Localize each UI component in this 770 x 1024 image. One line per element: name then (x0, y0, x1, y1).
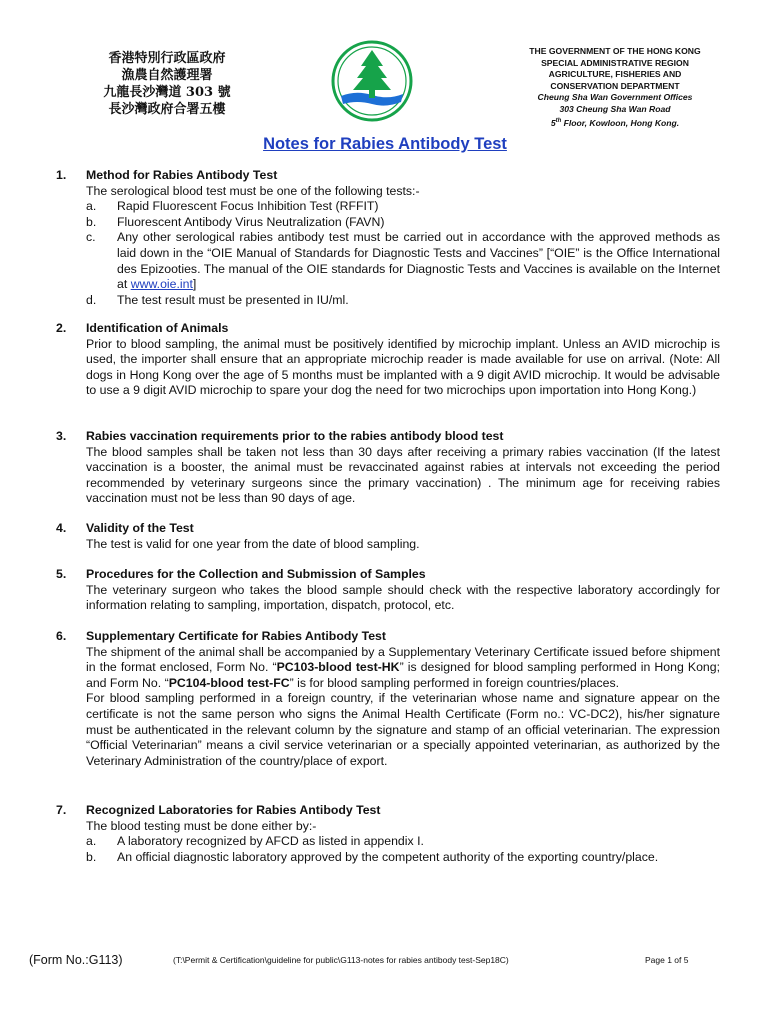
english-line: SPECIAL ADMINISTRATIVE REGION (541, 57, 689, 68)
english-line: CONSERVATION DEPARTMENT (550, 80, 680, 91)
section-number: 6. (56, 629, 67, 643)
english-address (505, 46, 725, 129)
section-validity (56, 521, 720, 552)
item-text: Fluorescent Antibody Virus Neutralization (FAVN) (117, 214, 385, 229)
section-body: Prior to blood sampling, the animal must be positively identified by microchip implant. Unless an AVID microchip is used, the importer shall ensure that an appropriate microchip reader is made available for use on arrival. (Note: All dogs in Hong Kong over the age of 5 months must be implanted with a 9 digit AVID microchip. It would be advisable to use a 9 digit AVID microchip to spare your dog the need for two microchips upon importation into Hong Kong.) (86, 336, 720, 398)
item-marker: a. (86, 834, 97, 849)
item-marker: b. (86, 214, 97, 229)
section-body: The blood samples shall be taken not less than 30 days after receiving a primary rabies vaccination (If the latest vaccination is a booster, the animal must be revaccinated against rabies at intervals not exceeding the period recommended by veterinary surgeons since the primary vaccination) . The minimum age for receiving rabies vaccination must not be less than 90 days of age. (86, 444, 720, 506)
section-vaccination (56, 429, 720, 507)
section-paragraph: For blood sampling performed in a foreign country, if the veterinarian whose name and signature appear on the certificate is not the same person who signs the Animal Health Certificate (Form no.: VC-DC2), his/her signature must be authenticated in the relevant column by the signature and stamp of an official veterinarian. The expression “Official Veterinarian” means a civil service veterinarian or a specially appointed veterinarian, as authorized by the Veterinary Administration of the country/place of export. (86, 691, 720, 768)
section-number: 1. (56, 168, 67, 182)
item-marker: d. (86, 292, 97, 307)
section-paragraph (86, 645, 720, 692)
form-code: PC104-blood test-FC (168, 675, 290, 690)
chinese-line: 香港特別行政區政府 (108, 51, 226, 66)
afcd-logo-icon (331, 40, 413, 122)
section-heading: Method for Rabies Antibody Test (86, 168, 278, 182)
chinese-address (92, 50, 242, 118)
floor-line (505, 116, 725, 129)
list-item (86, 215, 720, 231)
item-marker: c. (86, 230, 96, 245)
text-run: ” is designed for blood sampling performed in Hong Kong; and Form No. “ (86, 660, 721, 690)
section-number: 3. (56, 429, 67, 443)
chinese-line: 長沙灣政府合署五樓 (108, 102, 226, 117)
list-item (86, 850, 720, 866)
section-body: The test is valid for one year from the date of blood sampling. (86, 536, 420, 551)
section-laboratories (56, 803, 720, 865)
section-intro: The blood testing must be done either by:- (86, 818, 317, 833)
item-text: The test result must be presented in IU/ml. (117, 292, 349, 307)
chinese-line: 漁農自然護理署 (121, 68, 213, 83)
page-number: Page 1 of 5 (645, 955, 689, 965)
section-procedures (56, 567, 720, 614)
section-heading: Identification of Animals (86, 321, 229, 335)
page-title: Notes for Rabies Antibody Test (263, 135, 507, 153)
section-identification (56, 321, 720, 399)
list-item (86, 293, 720, 309)
section-heading: Validity of the Test (86, 521, 194, 535)
section-body: The veterinary surgeon who takes the blood sample should check with the respective laboratory accordingly for information relating to sampling, importation, dispatch, protocol, etc. (86, 582, 720, 613)
item-marker: b. (86, 849, 97, 864)
form-code: PC103-blood test-HK (276, 660, 400, 675)
section-heading: Recognized Laboratories for Rabies Antibody Test (86, 803, 381, 817)
item-text: An official diagnostic laboratory approved by the competent authority of the exporting country/place. (117, 849, 659, 864)
english-line: THE GOVERNMENT OF THE HONG KONG (529, 46, 701, 56)
file-path: (T:\Permit & Certification\guideline for public\G113-notes for rabies antibody test-Sep18C) (173, 955, 509, 965)
item-text: A laboratory recognized by AFCD as listed in appendix I. (117, 834, 424, 849)
section-number: 2. (56, 321, 67, 335)
section-heading: Supplementary Certificate for Rabies Antibody Test (86, 629, 386, 643)
address-line: 303 Cheung Sha Wan Road (559, 103, 671, 114)
text-run: ” is for blood sampling performed in foreign countries/places. (289, 675, 620, 690)
item-text: Rapid Fluorescent Focus Inhibition Test (RFFIT) (117, 199, 379, 214)
item-text-end: ] (192, 277, 197, 292)
english-line: AGRICULTURE, FISHERIES AND (548, 69, 682, 80)
list-item (86, 199, 720, 215)
section-number: 5. (56, 567, 67, 581)
section-supplementary-certificate (56, 629, 720, 769)
section-intro: The serological blood test must be one of the following tests:- (86, 183, 420, 198)
oie-link[interactable]: www.oie.int (130, 277, 193, 292)
list-item (86, 230, 720, 292)
section-heading: Procedures for the Collection and Submission of Samples (86, 567, 426, 581)
floor-number: 5 (550, 117, 556, 128)
item-text: Any other serological rabies antibody test must be carried out in accordance with the approved methods as laid down in the “OIE Manual of Standards for Diagnostic Tests and Vaccines” [“OIE” is the Office International des Epizooties. The manual of the OIE standards for Diagnostic Tests and Vaccines is available on the Internet at (117, 230, 720, 292)
text-run: The shipment of the animal shall be accompanied by a Supplementary Veterinary Certificate issued before shipment in the format enclosed, Form No. “ (86, 644, 720, 675)
floor-rest: Floor, Kowloon, Hong Kong. (561, 117, 680, 128)
floor-suffix: th (555, 117, 562, 124)
address-line: Cheung Sha Wan Government Offices (537, 92, 693, 103)
section-method (56, 168, 720, 308)
form-number: (Form No.:G113) (29, 953, 123, 967)
list-item (86, 834, 720, 850)
chinese-line: 九龍長沙灣道 303 號 (103, 85, 231, 100)
section-number: 7. (56, 803, 67, 817)
item-marker: a. (86, 199, 97, 214)
section-heading: Rabies vaccination requirements prior to the rabies antibody blood test (86, 429, 504, 443)
section-number: 4. (56, 521, 67, 535)
